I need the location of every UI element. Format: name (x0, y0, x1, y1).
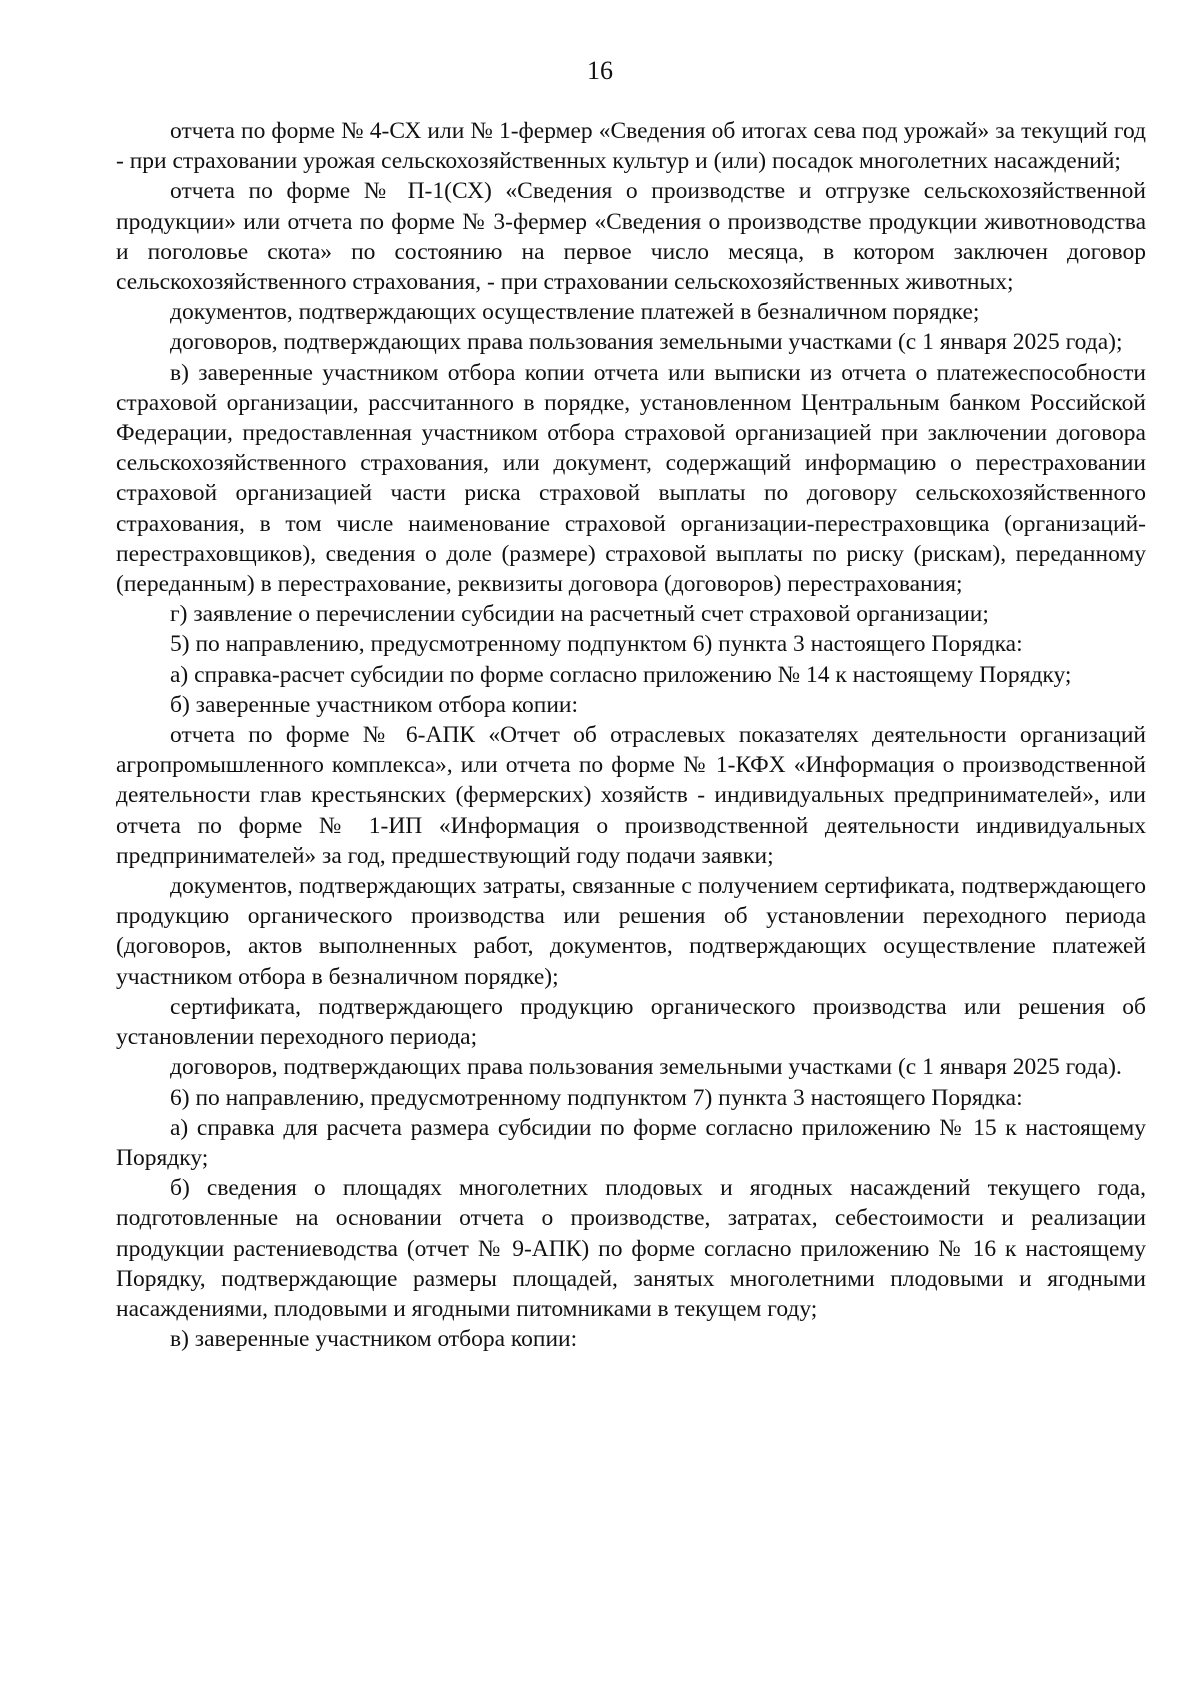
paragraph: б) заверенные участником отбора копии: (170, 691, 579, 718)
paragraph: отчета по форме № П-1(СХ) «Сведения о производстве и отгрузке сельскохозяйственной продукции» или отчета по форме № 3-фермер «Сведения о производстве продукции животноводства и поголовье скота» по состоянию на первое число месяца, в котором заключен договор сельскохозяйственного страхования, - при страховании сельскохозяйственных животных; (116, 178, 1146, 296)
paragraph: 5) по направлению, предусмотренному подпунктом 6) пункта 3 настоящего Порядка: (170, 631, 1023, 658)
paragraph: а) справка-расчет субсидии по форме согласно приложению № 14 к настоящему Порядку; (170, 661, 1072, 688)
paragraph: б) сведения о площадях многолетних плодовых и ягодных насаждений текущего года, подготовленные на основании отчета о производстве, затратах, себестоимости и реализации продукции растениеводства (отчет № 9-АПК) по форме согласно приложению № 16 к настоящему Порядку, подтверждающие размеры площадей, занятых многолетними плодовыми и ягодными насаждениями, плодовыми и ягодными питомниками в текущем году; (116, 1175, 1146, 1322)
paragraph: сертификата, подтверждающего продукцию органического производства или решения об установлении переходного периода; (116, 993, 1146, 1051)
document-body (116, 116, 1146, 1354)
paragraph: договоров, подтверждающих права пользования земельными участками (с 1 января 2025 года). (170, 1054, 1122, 1081)
paragraph: в) заверенные участником отбора копии отчета или выписки из отчета о платежеспособности страховой организации, рассчитанного в порядке, установленном Центральным банком Российской Федерации, предоставленная участником отбора страховой организацией при заключении договора сельскохозяйственного страхования, или документ, содержащий информацию о перестраховании страховой организацией части риска страховой выплаты по договору сельскохозяйственного страхования, в том числе наименование страховой организации-перестраховщика (организаций-перестраховщиков), сведения о доле (размере) страховой выплаты по риску (рискам), переданному (переданным) в перестрахование, реквизиты договора (договоров) перестрахования; (116, 359, 1146, 598)
paragraph: документов, подтверждающих осуществление платежей в безналичном порядке; (170, 299, 980, 326)
paragraph: а) справка для расчета размера субсидии по форме согласно приложению № 15 к настоящему Порядку; (116, 1114, 1146, 1171)
paragraph: отчета по форме № 6-АПК «Отчет об отраслевых показателях деятельности организаций агропромышленного комплекса», или отчета по форме № 1-КФХ «Информация о производственной деятельности глав крестьянских (фермерских) хозяйств - индивидуальных предпринимателей», или отчета по форме № 1-ИП «Информация о производственной деятельности индивидуальных предпринимателей» за год, предшествующий году подачи заявки; (116, 722, 1146, 869)
paragraph: 6) по направлению, предусмотренному подпунктом 7) пункта 3 настоящего Порядка: (170, 1084, 1023, 1111)
paragraph: г) заявление о перечислении субсидии на расчетный счет страховой организации; (170, 601, 989, 628)
paragraph: договоров, подтверждающих права пользования земельными участками (с 1 января 2025 года); (170, 329, 1123, 356)
paragraph: в) заверенные участником отбора копии: (170, 1326, 578, 1353)
paragraph: отчета по форме № 4-СХ или № 1-фермер «Сведения об итогах сева под урожай» за текущий год - при страховании урожая сельскохозяйственных культур и (или) посадок многолетних насаждений; (116, 118, 1146, 175)
paragraph: документов, подтверждающих затраты, связанные с получением сертификата, подтверждающего продукцию органического производства или решения об установлении переходного периода (договоров, актов выполненных работ, документов, подтверждающих осуществление платежей участником отбора в безналичном порядке); (116, 873, 1146, 990)
page-number: 16 (587, 56, 613, 85)
